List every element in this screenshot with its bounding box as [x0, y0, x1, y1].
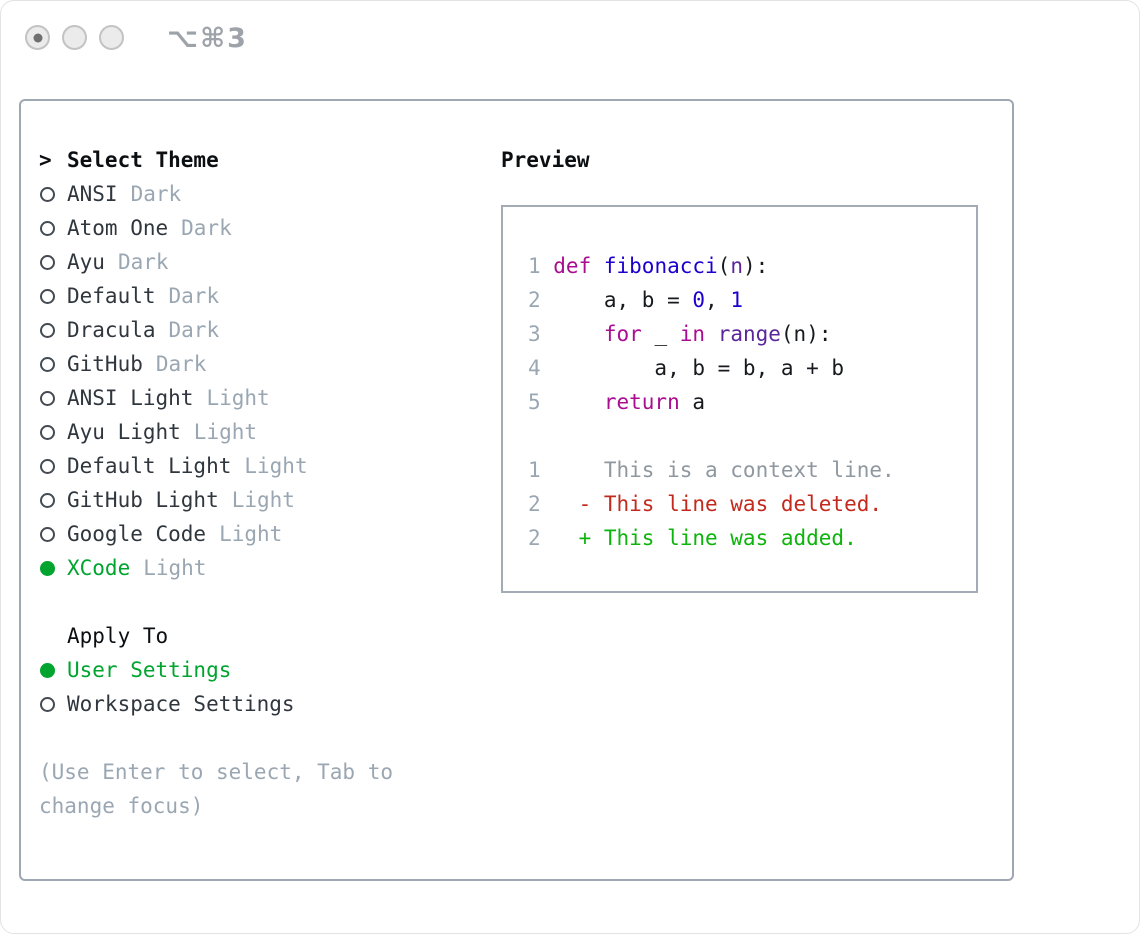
- radio-icon: [40, 697, 55, 712]
- theme-option[interactable]: [39, 551, 479, 585]
- option-variant-label: Light: [219, 522, 283, 546]
- option-variant-label: Light: [206, 386, 270, 410]
- option-label: Atom One: [67, 216, 169, 240]
- code-line: [528, 419, 960, 453]
- code-token-plain: [591, 254, 604, 278]
- window-titlebar: [1, 1, 1139, 65]
- radio-selected-icon: [40, 663, 55, 678]
- option-variant-label: Light: [244, 454, 308, 478]
- theme-option[interactable]: [39, 177, 479, 211]
- radio-icon: [40, 255, 55, 270]
- help-text: (Use Enter to select, Tab to change focus): [39, 760, 394, 818]
- code-line: [528, 317, 960, 351]
- code-token-plain: ,: [705, 288, 731, 312]
- radio-icon: [40, 187, 55, 202]
- radio-icon: [40, 323, 55, 338]
- option-label: XCode: [67, 556, 131, 580]
- active-dot-icon: [33, 33, 42, 42]
- radio-cell: [39, 493, 67, 508]
- theme-option[interactable]: [39, 279, 479, 313]
- theme-list: [39, 177, 479, 585]
- traffic-lights: [25, 25, 124, 50]
- line-number: 2: [528, 492, 541, 516]
- radio-cell: [39, 425, 67, 440]
- option-label: Google Code: [67, 522, 207, 546]
- radio-cell: [39, 289, 67, 304]
- option-label: GitHub Light: [67, 488, 219, 512]
- keyboard-shortcut-label: ⌥⌘3: [167, 23, 248, 54]
- radio-cell: [39, 663, 67, 678]
- select-theme-title: Select Theme: [67, 148, 219, 172]
- radio-cell: [39, 187, 67, 202]
- line-number: 3: [528, 322, 541, 346]
- apply-to-option[interactable]: [39, 687, 479, 721]
- code-token-plain: a, b = b, a + b: [553, 356, 845, 380]
- code-token-added: + This line was added.: [553, 526, 857, 550]
- preview-title: Preview: [501, 148, 590, 172]
- option-label: ANSI Light: [67, 386, 194, 410]
- radio-cell: [39, 459, 67, 474]
- option-variant-label: Light: [193, 420, 258, 444]
- radio-icon: [40, 425, 55, 440]
- theme-option[interactable]: [39, 517, 479, 551]
- code-token-plain: [553, 322, 604, 346]
- radio-cell: [39, 391, 67, 406]
- radio-icon: [40, 221, 55, 236]
- window-button-3[interactable]: [99, 25, 124, 50]
- theme-option[interactable]: [39, 211, 479, 245]
- option-variant-label: Dark: [181, 216, 232, 240]
- radio-cell: [39, 255, 67, 270]
- code-token-plain: a, b =: [553, 288, 693, 312]
- code-token-keyword: in: [679, 322, 706, 346]
- radio-icon: [40, 357, 55, 372]
- option-variant-label: Dark: [117, 250, 169, 274]
- option-variant-label: Dark: [130, 182, 182, 206]
- line-number: 5: [528, 390, 541, 414]
- line-number: 2: [528, 526, 541, 550]
- option-variant-label: Light: [143, 556, 207, 580]
- select-theme-header: [39, 143, 479, 177]
- line-number: 1: [528, 254, 541, 278]
- radio-cell: [39, 527, 67, 542]
- option-variant-label: Light: [231, 488, 295, 512]
- code-line: [528, 453, 960, 487]
- code-line: [528, 249, 960, 283]
- radio-icon: [40, 289, 55, 304]
- code-token-builtin: range: [717, 322, 781, 346]
- apply-to-label: Apply To: [67, 624, 169, 648]
- window-button-2[interactable]: [62, 25, 87, 50]
- code-token-builtin: n: [730, 254, 743, 278]
- code-token-function: fibonacci: [603, 254, 718, 278]
- theme-option[interactable]: [39, 245, 479, 279]
- code-token-plain: a: [679, 390, 706, 414]
- radio-cell: [39, 323, 67, 338]
- radio-cell: [39, 357, 67, 372]
- code-line: [528, 521, 960, 555]
- code-token-context: This is a context line.: [553, 458, 895, 482]
- option-label: Ayu Light: [67, 420, 181, 444]
- theme-selector-panel: [19, 99, 1014, 881]
- option-variant-label: Dark: [168, 318, 220, 342]
- code-line: [528, 487, 960, 521]
- radio-icon: [40, 527, 55, 542]
- radio-selected-icon: [40, 561, 55, 576]
- radio-icon: [40, 391, 55, 406]
- code-token-plain: [553, 390, 604, 414]
- code-token-keyword: return: [603, 390, 680, 414]
- radio-cell: [39, 221, 67, 236]
- option-label: Default Light: [67, 454, 232, 478]
- code-token-plain: [705, 322, 718, 346]
- line-number: 4: [528, 356, 541, 380]
- focus-caret-icon: >: [39, 148, 52, 172]
- theme-option[interactable]: [39, 415, 479, 449]
- option-label: Default: [67, 284, 156, 308]
- radio-icon: [40, 493, 55, 508]
- code-token-deleted: - This line was deleted.: [553, 492, 883, 516]
- code-line: [528, 351, 960, 385]
- code-token-keyword: def: [553, 254, 592, 278]
- option-label: GitHub: [67, 352, 143, 376]
- code-token-plain: (: [717, 254, 731, 278]
- code-token-plain: ):: [742, 254, 769, 278]
- line-number: 2: [528, 288, 541, 312]
- preview-column: [501, 143, 978, 593]
- option-label: User Settings: [67, 658, 232, 682]
- radio-cell: [39, 697, 67, 712]
- code-line: [528, 385, 960, 419]
- option-variant-label: Dark: [168, 284, 220, 308]
- option-label: Dracula: [67, 318, 156, 342]
- option-label: Ayu: [67, 250, 105, 274]
- line-number: 1: [528, 458, 541, 482]
- code-token-number: 1: [730, 288, 743, 312]
- code-line: [528, 283, 960, 317]
- theme-option[interactable]: [39, 483, 479, 517]
- code-token-plain: (n):: [780, 322, 832, 346]
- theme-option[interactable]: [39, 313, 479, 347]
- code-preview-box: [501, 205, 978, 593]
- radio-icon: [40, 459, 55, 474]
- spacer: [39, 585, 479, 619]
- apply-to-list: [39, 653, 479, 721]
- radio-cell: [39, 561, 67, 576]
- code-token-keyword: for: [603, 322, 642, 346]
- option-variant-label: Dark: [155, 352, 207, 376]
- option-label: ANSI: [67, 182, 118, 206]
- theme-option[interactable]: [39, 449, 479, 483]
- theme-option[interactable]: [39, 381, 479, 415]
- window-button-1[interactable]: [25, 25, 50, 50]
- apply-to-option[interactable]: [39, 653, 479, 687]
- option-label: Workspace Settings: [67, 692, 295, 716]
- code-token-number: 0: [692, 288, 706, 312]
- code-token-plain: _: [641, 322, 680, 346]
- theme-list-column: [39, 143, 479, 823]
- theme-option[interactable]: [39, 347, 479, 381]
